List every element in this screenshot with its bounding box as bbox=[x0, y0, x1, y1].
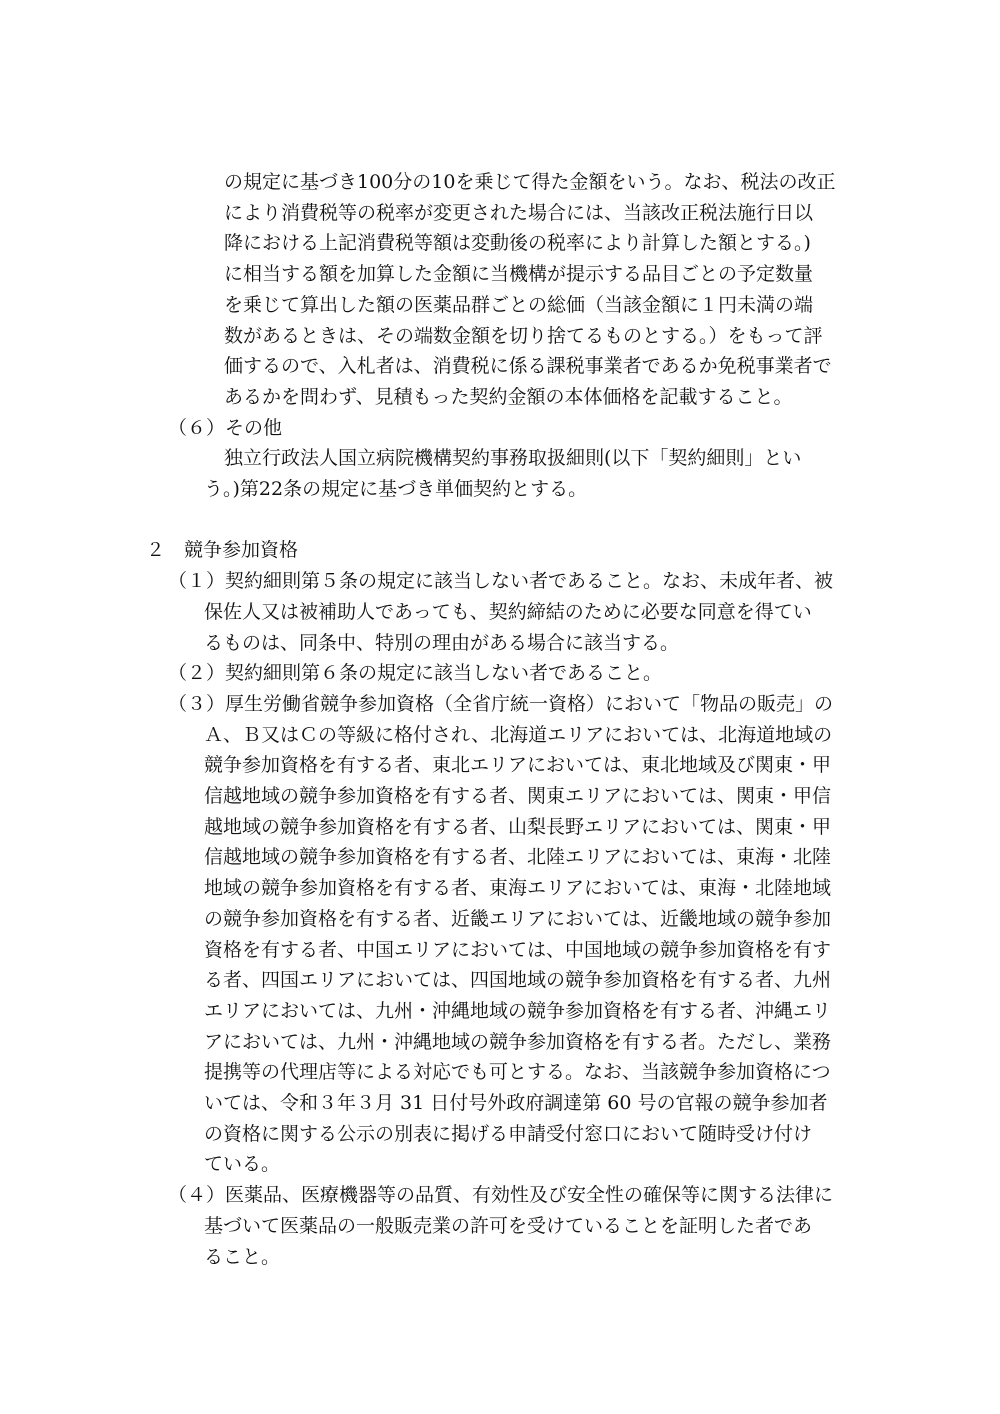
list-item-heading: （６）その他 bbox=[168, 416, 283, 439]
text-line: の競争参加資格を有する者、近畿エリアにおいては、近畿地域の競争参加 bbox=[204, 907, 832, 930]
text-line: アにおいては、九州・沖縄地域の競争参加資格を有する者。ただし、業務 bbox=[204, 1030, 832, 1053]
text-line: エリアにおいては、九州・沖縄地域の競争参加資格を有する者、沖縄エリ bbox=[204, 999, 832, 1022]
list-item-heading: （３）厚生労働省競争参加資格（全省庁統一資格）において「物品の販売」の bbox=[168, 692, 834, 715]
text-line: 提携等の代理店等による対応でも可とする。なお、当該競争参加資格につ bbox=[204, 1061, 831, 1084]
text-line: 信越地域の競争参加資格を有する者、関東エリアにおいては、関東・甲信 bbox=[204, 785, 832, 807]
list-item-heading: （２）契約細則第６条の規定に該当しない者であること。 bbox=[168, 662, 663, 685]
text-line: 信越地域の競争参加資格を有する者、北陸エリアにおいては、東海・北陸 bbox=[204, 846, 832, 869]
text-line: 資格を有する者、中国エリアにおいては、中国地域の競争参加資格を有す bbox=[204, 938, 832, 961]
text-line: 越地域の競争参加資格を有する者、山梨長野エリアにおいては、関東・甲 bbox=[204, 815, 832, 838]
text-line: に相当する額を加算した金額に当機構が提示する品目ごとの予定数量 bbox=[224, 263, 814, 286]
list-item-heading: （４）医薬品、医療機器等の品質、有効性及び安全性の確保等に関する法律に bbox=[168, 1184, 834, 1207]
text-line: 競争参加資格を有する者、東北エリアにおいては、東北地域及び関東・甲 bbox=[204, 754, 832, 777]
section-heading: ２ 競争参加資格 bbox=[146, 539, 299, 562]
text-line: 保佐人又は被補助人であっても、契約締結のために必要な同意を得てい bbox=[204, 600, 812, 623]
text-line: あるかを問わず、見積もった契約金額の本体価格を記載すること。 bbox=[224, 385, 793, 408]
text-line: 地域の競争参加資格を有する者、東海エリアにおいては、東海・北陸地域 bbox=[204, 877, 832, 900]
text-line: ている。 bbox=[204, 1153, 281, 1176]
text-line: る者、四国エリアにおいては、四国地域の競争参加資格を有する者、九州 bbox=[204, 969, 832, 992]
text-line: を乗じて算出した額の医薬品群ごとの総価（当該金額に１円未満の端 bbox=[224, 293, 814, 316]
text-line: う。)第22条の規定に基づき単価契約とする。 bbox=[204, 478, 588, 500]
text-line: るものは、同条中、特別の理由がある場合に該当する。 bbox=[204, 631, 680, 654]
text-line: により消費税等の税率が変更された場合には、当該改正税法施行日以 bbox=[224, 201, 814, 224]
text-line: いては、令和３年３月 31 日付号外政府調達第 60 号の官報の競争参加者 bbox=[204, 1092, 828, 1114]
list-item-heading: （１）契約細則第５条の規定に該当しない者であること。なお、未成年者、被 bbox=[168, 570, 834, 593]
text-line: の資格に関する公示の別表に掲げる申請受付窓口において随時受け付け bbox=[204, 1122, 813, 1145]
text-line: 数があるときは、その端数金額を切り捨てるものとする。）をもって評 bbox=[224, 324, 823, 347]
text-line: の規定に基づき100分の10を乗じて得た金額をいう。なお、税法の改正 bbox=[224, 171, 836, 193]
text-line: ること。 bbox=[204, 1245, 281, 1268]
text-line: 降における上記消費税等額は変動後の税率により計算した額とする。) bbox=[224, 232, 811, 255]
text-line: 独立行政法人国立病院機構契約事務取扱細則(以下「契約細則」とい bbox=[224, 447, 802, 470]
text-line: Ａ、Ｂ又はＣの等級に格付され、北海道エリアにおいては、北海道地域の bbox=[204, 723, 833, 746]
text-line: 価するので、入札者は、消費税に係る課税事業者であるか免税事業者で bbox=[224, 355, 832, 378]
text-line: 基づいて医薬品の一般販売業の許可を受けていることを証明した者であ bbox=[204, 1214, 813, 1237]
